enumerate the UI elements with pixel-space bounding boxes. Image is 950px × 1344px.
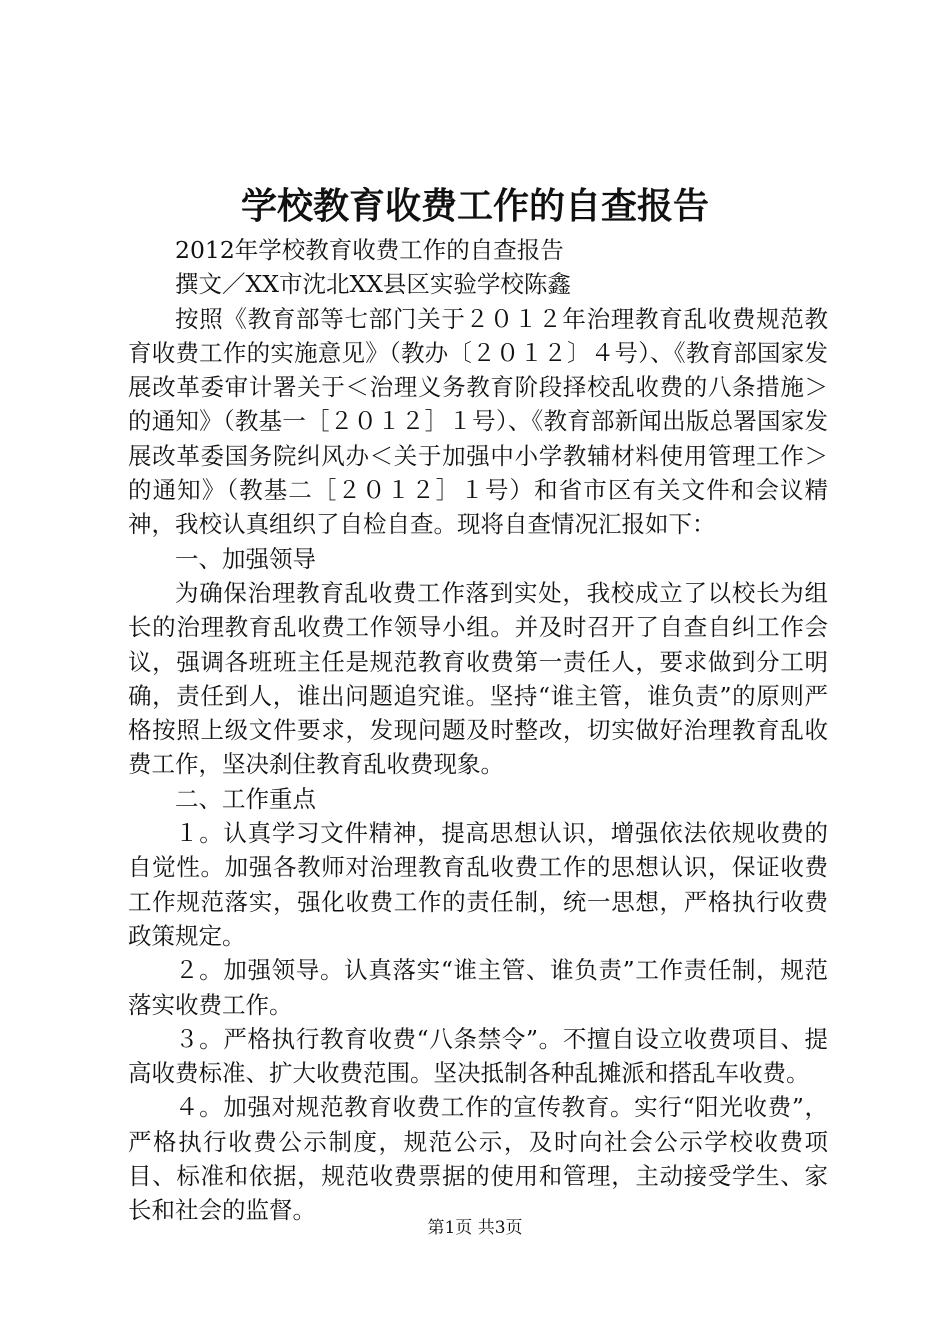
paragraph-item-4: ４。加强对规范教育收费工作的宣传教育。实行“阳光收费”，严格执行收费公示制度，规范公示，及时向社会公示学校收费项目、标准和依据，规范收费票据的使用和管理，主动接受学生、家长和社会的监督。 [128,1093,828,1225]
paragraph-item-2: ２。加强领导。认真落实“谁主管、谁负责”工作责任制，规范落实收费工作。 [128,956,828,1019]
paragraph-item-3: ３。严格执行教育收费“八条禁令”。不擅自设立收费项目、提高收费标准、扩大收费范围。坚决抵制各种乱摊派和搭乱车收费。 [128,1024,828,1088]
paragraph-byline: 撰文／XX市沈北XX县区实验学校陈鑫 [175,270,571,299]
paragraph-intro: 按照《教育部等七部门关于２０１２年治理教育乱收费规范教育收费工作的实施意见》（教办〔２０１２〕４号）、《教育部国家发展改革委审计署关于＜治理义务教育阶段择校乱收费的八条措施＞的通知》（教基一［２０１２］１号）、《教育部新闻出版总署国家发展改革委国务院纠风办＜关于加强中小学教辅材料使用管理工作＞的通知》（教基二［２０１２］１号）和省市区有关文件和会议精神，我校认真组织了自检自查。现将自查情况汇报如下： [128,304,828,539]
paragraph-leadership: 为确保治理教育乱收费工作落到实处，我校成立了以校长为组长的治理教育乱收费工作领导小组。并及时召开了自查自纠工作会议，强调各班班主任是规范教育收费第一责任人，要求做到分工明确，责任到人，谁出问题追究谁。坚持“谁主管，谁负责”的原则严格按照上级文件要求，发现问题及时整改，切实做好治理教育乱收费工作，坚决刹住教育乱收费现象。 [128,578,828,779]
page-number-footer: 第1页 共3页 [427,1218,523,1238]
section-heading-key-work: 二、工作重点 [175,784,316,813]
paragraph-item-1: １。认真学习文件精神，提高思想认识，增强依法依规收费的自觉性。加强各教师对治理教育乱收费工作的思想认识，保证收费工作规范落实，强化收费工作的责任制，统一思想，严格执行收费政策规定。 [128,819,828,950]
document-title: 学校教育收费工作的自查报告 [240,185,709,227]
document-body [128,233,828,1228]
paragraph-subtitle: 2012年学校教育收费工作的自查报告 [175,236,564,264]
section-heading-leadership: 一、加强领导 [175,544,316,573]
